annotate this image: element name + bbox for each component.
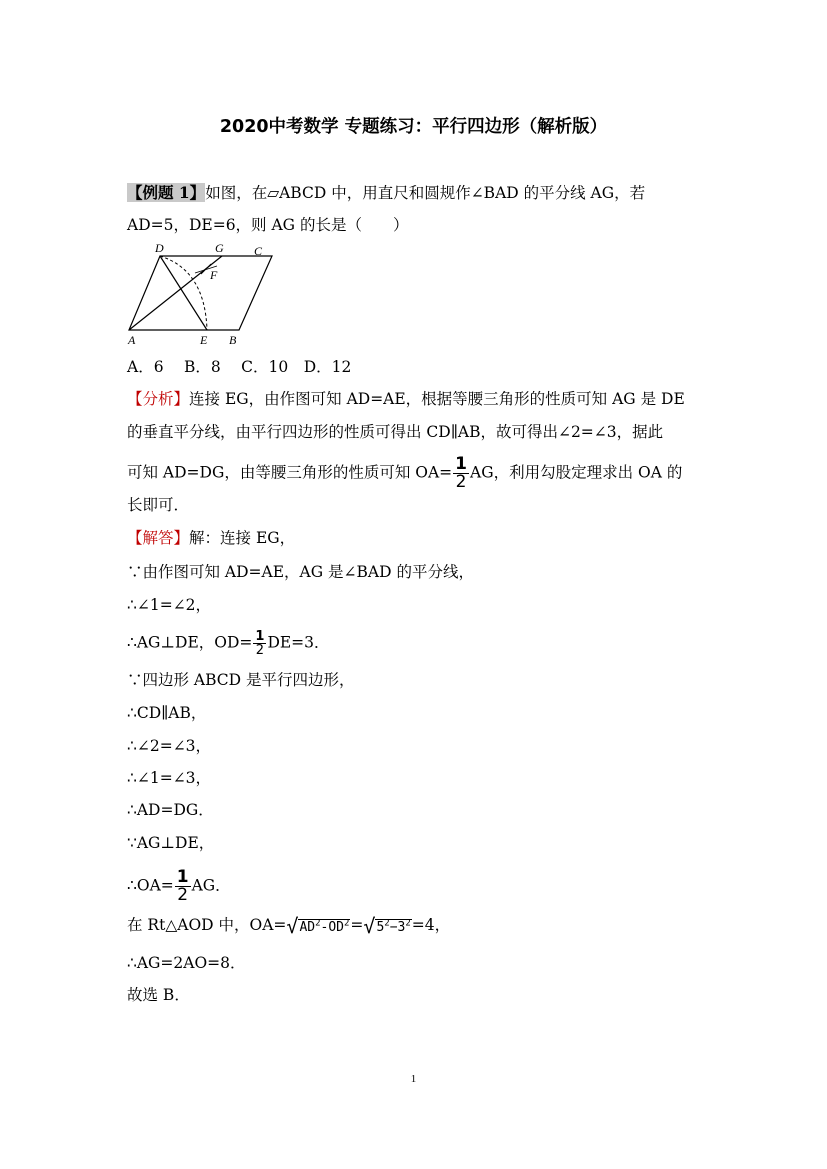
radicand-term: −3 <box>389 920 406 936</box>
label-g: G <box>215 241 224 255</box>
solution-text: ∴OA= <box>127 876 174 895</box>
example-tag: 【例题 1】 <box>127 183 206 202</box>
solution-step <box>127 869 231 904</box>
solution-tag: 【解答】 <box>127 529 190 547</box>
label-f: F <box>210 268 218 282</box>
fraction-half <box>453 456 469 491</box>
solution-step: ∴AD=DG． <box>127 801 214 819</box>
solution-step: ∵AG⊥DE， <box>127 834 215 852</box>
solution-step: ∴CD∥AB， <box>127 704 207 722</box>
solution-step: ∵四边形 ABCD 是平行四边形， <box>127 671 355 689</box>
radicand-term: -OD <box>320 920 344 936</box>
fraction-half <box>175 869 191 904</box>
label-a: A <box>128 333 136 347</box>
fraction-denominator: 2 <box>255 643 265 658</box>
fraction-numerator: 1 <box>176 867 189 887</box>
fraction-half <box>253 630 266 657</box>
analysis-text-1: 连接 EG，由作图可知 AD=AE，根据等腰三角形的性质可知 AG 是 DE <box>189 390 685 408</box>
radicand <box>298 919 350 935</box>
question-text-1: 如图，在▱ABCD 中，用直尺和圆规作∠BAD 的平分线 AG，若 <box>205 184 646 202</box>
solution-text: DE=3． <box>267 633 330 652</box>
solution-text: = <box>350 916 364 935</box>
sqrt-expression-1 <box>286 913 350 939</box>
fraction-numerator: 1 <box>455 454 468 474</box>
sqrt-sign: √ <box>363 914 376 939</box>
parallelogram-figure <box>127 240 287 350</box>
question-line-2: AD=5，DE=6，则 AG 的长是（ ） <box>127 216 409 234</box>
solution-text: =4， <box>411 916 451 935</box>
answer-options: A．6 B．8 C．10 D．12 <box>127 358 352 376</box>
solution-text: AG． <box>191 876 231 895</box>
solution-step <box>127 630 330 657</box>
analysis-tag: 【分析】 <box>127 390 190 408</box>
solution-text-1: 解：连接 EG， <box>189 529 296 547</box>
sqrt-sign: √ <box>286 914 299 939</box>
page-number: 1 <box>410 1073 417 1085</box>
analysis-line-3 <box>127 456 682 491</box>
solution-text: 在 Rt△AOD 中，OA= <box>127 916 287 935</box>
radicand <box>375 919 411 935</box>
fraction-denominator: 2 <box>455 472 467 492</box>
sqrt-expression-2 <box>363 913 411 939</box>
exponent: 2 <box>405 919 411 929</box>
solution-text: ∴AG⊥DE，OD= <box>127 633 253 652</box>
solution-step: ∴∠1=∠2， <box>127 596 212 614</box>
exponent: 2 <box>384 919 390 929</box>
solution-step: ∴∠1=∠3， <box>127 769 212 787</box>
label-d: D <box>155 241 164 255</box>
analysis-line-1 <box>127 388 685 410</box>
label-e: E <box>200 333 208 347</box>
solution-step <box>127 913 450 939</box>
solution-step: ∵由作图可知 AD=AE，AG 是∠BAD 的平分线， <box>127 563 474 581</box>
page-title: 2020中考数学 专题练习：平行四边形（解析版） <box>219 117 608 137</box>
radicand-term: 5 <box>376 920 385 936</box>
label-c: C <box>254 244 263 258</box>
fraction-numerator: 1 <box>255 629 265 644</box>
fraction-denominator: 2 <box>177 885 189 905</box>
analysis-text-3a: 可知 AD=DG，由等腰三角形的性质可知 OA= <box>127 463 453 482</box>
solution-step: ∴∠2=∠3， <box>127 737 212 755</box>
label-b: B <box>229 333 237 347</box>
solution-step: ∴AG=2AO=8． <box>127 954 246 972</box>
question-line-1 <box>127 182 645 204</box>
solution-step: 故选 B． <box>127 986 190 1004</box>
analysis-line-2: 的垂直平分线，由平行四边形的性质可得出 CD∥AB，故可得出∠2=∠3，据此 <box>127 423 664 441</box>
solution-line-1 <box>127 527 295 549</box>
exponent: 2 <box>315 919 321 929</box>
analysis-line-4: 长即可． <box>127 496 190 514</box>
radicand-term: AD <box>299 920 316 936</box>
analysis-text-3b: AG，利用勾股定理求出 OA 的 <box>470 463 683 482</box>
exponent: 2 <box>344 919 350 929</box>
